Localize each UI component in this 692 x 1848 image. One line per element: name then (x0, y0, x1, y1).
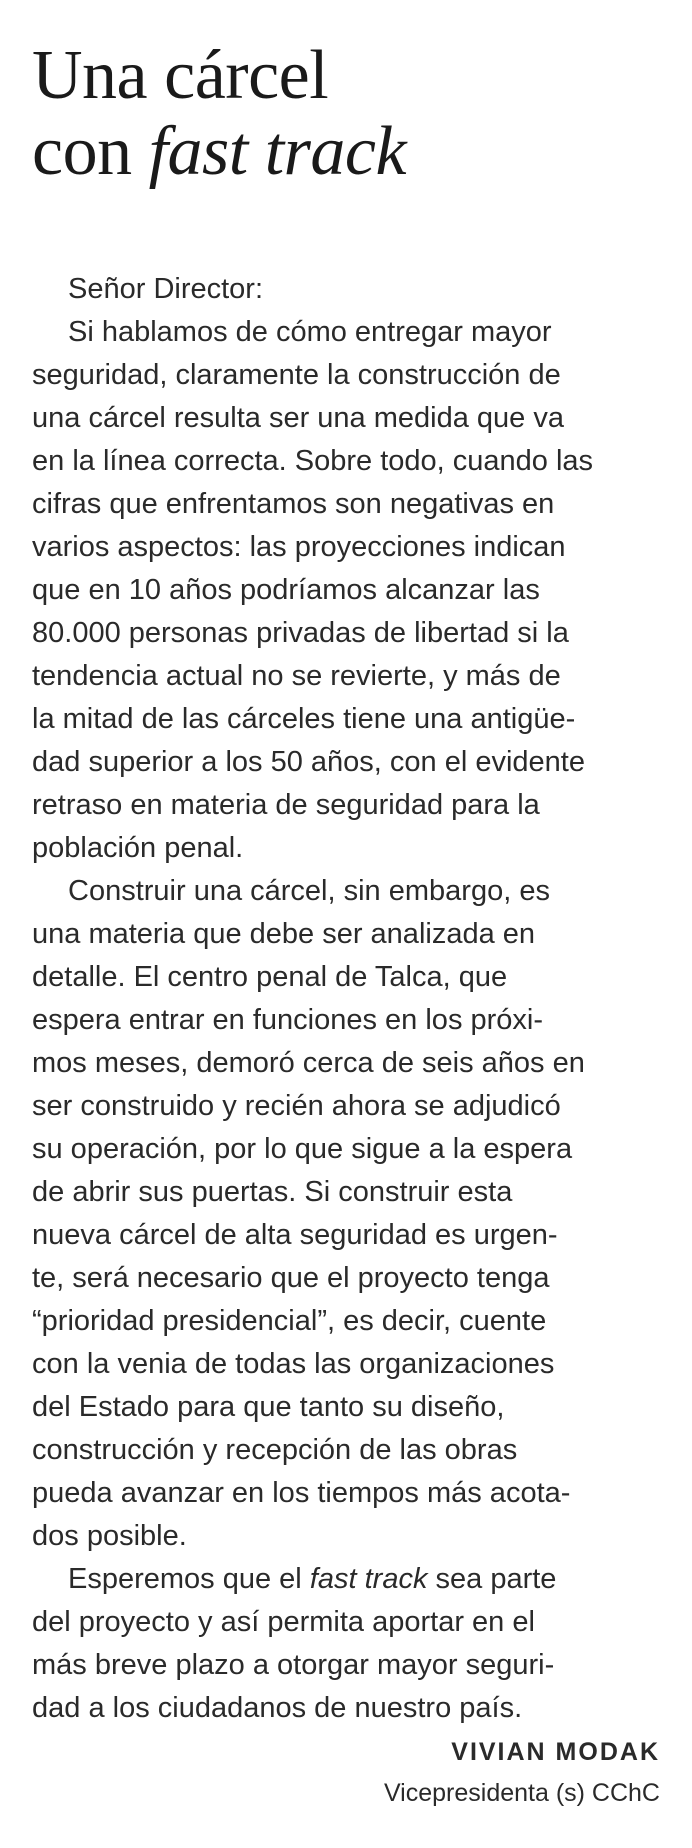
headline (32, 38, 406, 190)
body-line: dad superior a los 50 años, con el evidente (32, 746, 585, 778)
body-line: dos posible. (32, 1520, 187, 1552)
body-line: la mitad de las cárceles tiene una antigüe- (32, 703, 576, 735)
body-line: “prioridad presidencial”, es decir, cuente (32, 1305, 547, 1337)
body-line: retraso en materia de seguridad para la (32, 789, 540, 821)
body-line: nueva cárcel de alta seguridad es urgen- (32, 1219, 558, 1251)
body-line: te, será necesario que el proyecto tenga (32, 1262, 550, 1294)
closing-line: del proyecto y así permita aportar en el (32, 1606, 535, 1638)
body-line: 80.000 personas privadas de libertad si la (32, 617, 569, 649)
signature-name: VIVIAN MODAK (451, 1738, 660, 1766)
salutation: Señor Director: (68, 273, 264, 305)
body-line: tendencia actual no se revierte, y más de (32, 660, 561, 692)
closing-prefix: Esperemos que el (68, 1563, 310, 1595)
body-line: mos meses, demoró cerca de seis años en (32, 1047, 585, 1079)
body-line: ser construido y recién ahora se adjudicó (32, 1090, 561, 1122)
body-line: en la línea correcta. Sobre todo, cuando las (32, 445, 594, 477)
body-line: detalle. El centro penal de Talca, que (32, 961, 508, 993)
closing-italic: fast track (309, 1563, 428, 1595)
body-line: de abrir sus puertas. Si construir esta (32, 1176, 513, 1208)
headline-line-2-prefix: con (32, 113, 149, 190)
body-line: que en 10 años podríamos alcanzar las (32, 574, 540, 606)
body-line: cifras que enfrentamos son negativas en (32, 488, 555, 520)
body-line: varios aspectos: las proyecciones indican (32, 531, 566, 563)
body-line: su operación, por lo que sigue a la espera (32, 1133, 573, 1165)
headline-italic: fast track (148, 113, 407, 190)
body-line: Construir una cárcel, sin embargo, es (68, 875, 550, 907)
body-line: espera entrar en funciones en los próxi- (32, 1004, 544, 1036)
body-line: Si hablamos de cómo entregar mayor (68, 316, 552, 348)
closing-line: dad a los ciudadanos de nuestro país. (32, 1692, 523, 1724)
body-line: una cárcel resulta ser una medida que va (32, 402, 564, 434)
signature-block (384, 1734, 660, 1816)
closing-line: más breve plazo a otorgar mayor seguri- (32, 1649, 555, 1681)
body-line: seguridad, claramente la construcción de (32, 359, 561, 391)
headline-line-1: Una cárcel (32, 37, 329, 114)
body-line: pueda avanzar en los tiempos más acota- (32, 1477, 571, 1509)
body-line: del Estado para que tanto su diseño, (32, 1391, 505, 1423)
body-line: con la venia de todas las organizaciones (32, 1348, 555, 1380)
closing-line (32, 1558, 662, 1601)
body-line: una materia que debe ser analizada en (32, 918, 536, 950)
letter-body (32, 268, 662, 1730)
headline-line-2 (32, 114, 406, 190)
closing-suffix: sea parte (427, 1563, 557, 1595)
body-line: población penal. (32, 832, 244, 864)
body-line: construcción y recepción de las obras (32, 1434, 518, 1466)
signature-title: Vicepresidenta (s) CChC (383, 1779, 660, 1807)
